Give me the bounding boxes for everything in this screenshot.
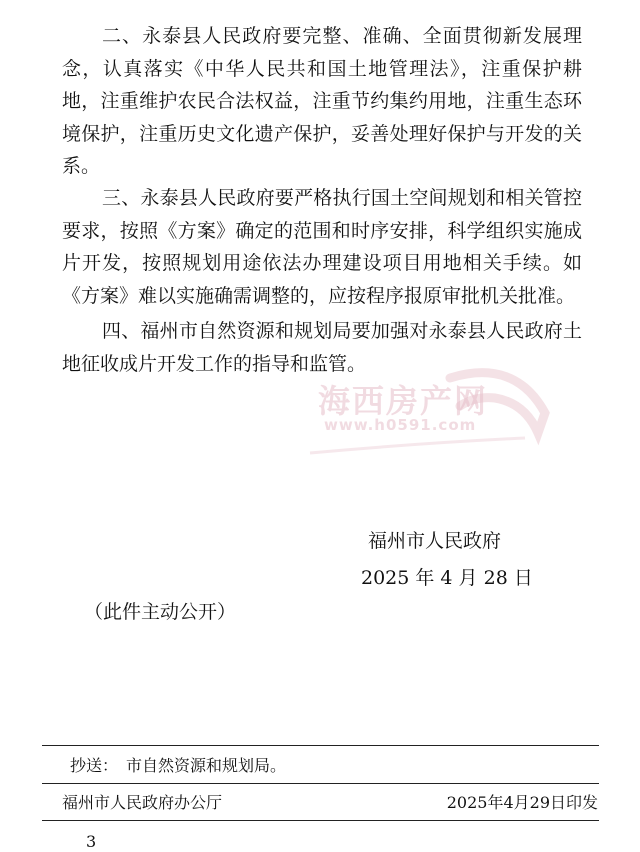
cc-recipient: 市自然资源和规划局。 — [126, 756, 287, 775]
public-disclosure-note: （此件主动公开） — [84, 601, 237, 623]
paragraph-four: 四、福州市自然资源和规划局要加强对永泰县人民政府土地征收成片开发工作的指导和监管。 — [62, 320, 582, 375]
cc-label: 抄送： — [70, 756, 119, 775]
watermark-text: 海西房产网 — [318, 382, 489, 420]
watermark-url: www.h0591.com — [324, 416, 477, 434]
watermark-logo — [300, 358, 550, 468]
paragraph-two: 二、永泰县人民政府要完整、准确、全面贯彻新发展理念，认真落实《中华人民共和国土地管理法》，注重保护耕地，注重维护农民合法权益，注重节约集约用地，注重生态环境保护，注重历史文化遗产保护，妥善处理好保护与开发的关系。 — [62, 25, 582, 177]
signature-date: 2025 年 4 月 28 日 — [361, 567, 533, 589]
issuing-office: 福州市人民政府办公厅 — [62, 793, 223, 812]
paragraph-three: 三、永泰县人民政府要严格执行国土空间规划和相关管控要求，按照《方案》确定的范围和时序安排，科学组织实施成片开发，按照规划用途依法办理建设项目用地相关手续。如《方案》难以实施确需调整的，应按程序报原审批机关批准。 — [62, 187, 582, 307]
cc-line — [70, 754, 286, 778]
page-number: 3 — [86, 832, 97, 851]
footer-divider-bottom — [42, 820, 599, 821]
issue-date: 2025年4月29日印发 — [446, 793, 598, 812]
footer-divider-middle — [42, 783, 599, 784]
footer-divider-top — [42, 745, 599, 746]
signature-organization: 福州市人民政府 — [368, 530, 502, 552]
